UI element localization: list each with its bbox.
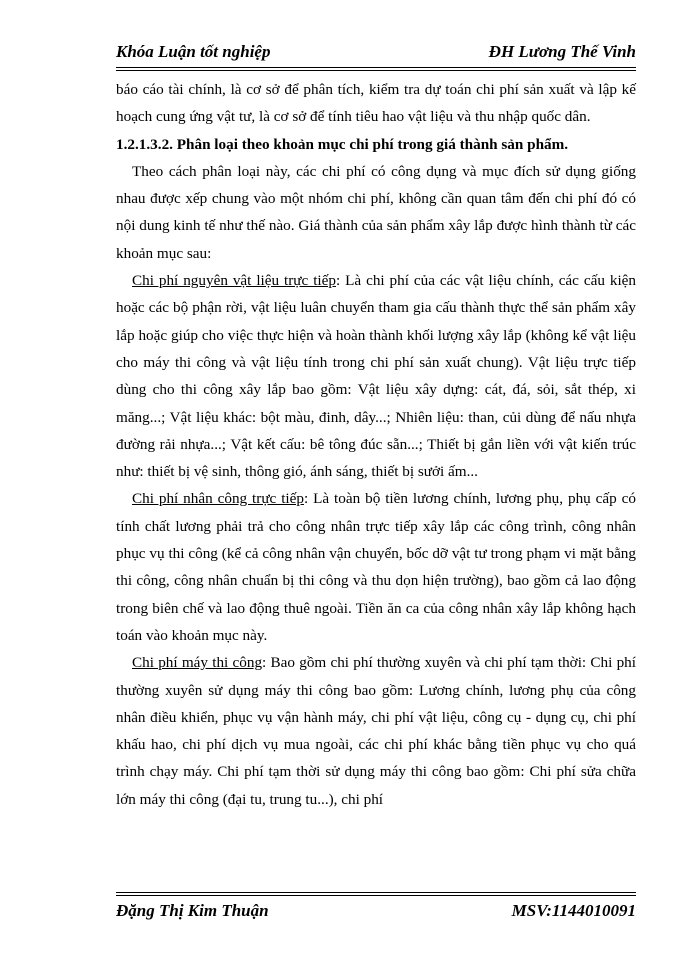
section-heading: 1.2.1.3.2. Phân loại theo khoản mục chi phí trong giá thành sản phẩm. xyxy=(116,135,569,153)
header-university: ĐH Lương Thế Vinh xyxy=(488,42,636,61)
page-header xyxy=(116,38,636,66)
definition-direct-labor: : Là toàn bộ tiền lương chính, lương phụ, phụ cấp có tính chất lương phải trả cho công nhân trực tiếp xây lắp các công trình, công nhân phục vụ thi công (kể cả công nhân vận chuyển, bốc dỡ vật tư trong phạm vi mặt bằng thi công, công nhân chuẩn bị thi công và thu dọn hiện trường), bao gồm cả lao động trong biên chế và lao động thuê ngoài. Tiền ăn ca của công nhân xây lắp không hạch toán vào khoản mục này. xyxy=(116,490,637,644)
footer-student-id: MSV:1144010091 xyxy=(511,901,636,920)
footer-author: Đặng Thị Kim Thuận xyxy=(116,901,269,920)
page-footer xyxy=(116,898,636,926)
paragraph-machine-costs xyxy=(116,649,636,813)
term-machine-costs: Chi phí máy thi công xyxy=(132,654,263,672)
term-direct-labor: Chi phí nhân công trực tiếp xyxy=(132,490,304,508)
footer-divider xyxy=(116,892,636,896)
paragraph-direct-materials xyxy=(116,267,636,485)
definition-direct-materials: : Là chi phí của các vật liệu chính, các cấu kiện hoặc các bộ phận rời, vật liệu luân chuyển tham gia cấu thành thực thể sản phẩm xây lắp hoặc giúp cho việc thực hiện và hoàn thành khối lượng xây lắp (không kể vật liệu cho máy thi công và vật liệu tính trong chi phí sản xuất chung). Vật liệu trực tiếp dùng cho thi công xây lắp bao gồm: Vật liệu xây dựng: cát, đá, sỏi, sắt thép, xi măng...; Vật liệu khác: bột màu, đinh, dây...; Nhiên liệu: than, củi dùng để nấu nhựa đường rải nhựa...; Vật kết cấu: bê tông đúc sẵn...; Thiết bị gắn liền với vật kiến trúc như: thiết bị vệ sinh, thông gió, ánh sáng, thiết bị sưởi ấm... xyxy=(116,272,636,481)
definition-machine-costs: : Bao gồm chi phí thường xuyên và chi phí tạm thời: Chi phí thường xuyên sử dụng máy thi công bao gồm: Lương chính, lương phụ của công nhân điều khiển, phục vụ vận hành máy, chi phí vật liệu, công cụ - dụng cụ, chi phí khấu hao, chi phí dịch vụ mua ngoài, các chi phí khác bằng tiền phục vụ cho quá trình chạy máy. Chi phí tạm thời sử dụng máy thi công bao gồm: Chi phí sửa chữa lớn máy thi công (đại tu, trung tu...), chi phí xyxy=(116,654,636,808)
term-direct-materials: Chi phí nguyên vật liệu trực tiếp xyxy=(132,272,336,290)
paragraph-intro: Theo cách phân loại này, các chi phí có công dụng và mục đích sử dụng giống nhau được xếp chung vào một nhóm chi phí, không cần quan tâm đến chi phí đó có nội dung kinh tế như thế nào. Giá thành của sản phẩm xây lắp được hình thành từ các khoản mục sau: xyxy=(116,162,636,262)
header-divider xyxy=(116,67,636,71)
header-thesis-title: Khóa Luận tốt nghiệp xyxy=(116,42,271,61)
document-body xyxy=(116,76,636,813)
paragraph-direct-labor xyxy=(116,485,636,649)
paragraph-continuation: báo cáo tài chính, là cơ sở để phân tích, kiểm tra dự toán chi phí sản xuất và lập kế hoạch cung ứng vật tư, là cơ sở để tính tiêu hao vật liệu và thu nhập quốc dân. xyxy=(116,81,636,126)
